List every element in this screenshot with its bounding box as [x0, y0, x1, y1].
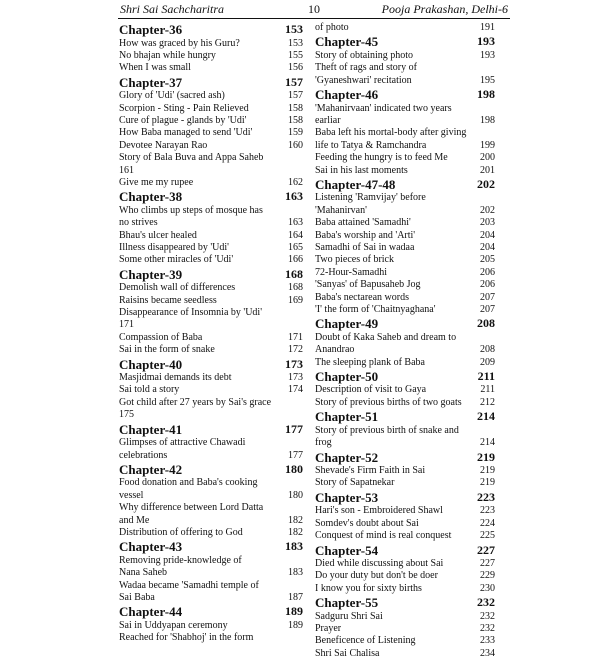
toc-entry	[315, 152, 495, 164]
page-number: 172	[288, 344, 303, 356]
entry-title: Shevade's Firm Faith in Sai	[315, 465, 426, 477]
toc-entry	[119, 242, 303, 254]
toc-chapter-heading	[119, 462, 303, 478]
toc-entry	[315, 254, 495, 266]
toc-entry	[315, 477, 495, 489]
chapter-title: Chapter-54	[315, 542, 379, 558]
entry-title: Hari's son - Embroidered Shawl	[315, 505, 443, 517]
toc-entry	[119, 555, 303, 567]
toc-entry	[119, 372, 303, 384]
entry-title: Sai in the form of snake	[119, 344, 215, 356]
toc-entry	[315, 205, 495, 217]
page-number: 214	[480, 437, 495, 449]
entry-title: 72-Hour-Samadhi	[315, 266, 388, 278]
toc-entry	[119, 103, 303, 115]
entry-title: Glimpses of attractive Chawadi	[119, 437, 246, 449]
toc-entry	[119, 344, 303, 356]
chapter-title: Chapter-42	[119, 461, 183, 477]
entry-title: 171	[119, 319, 134, 331]
page-number: 182	[288, 527, 303, 538]
page-number: 227	[477, 542, 495, 557]
toc-chapter-heading	[119, 604, 303, 620]
toc-chapter-heading	[315, 543, 495, 559]
toc-entry	[315, 230, 495, 242]
entry-title: 161	[119, 164, 134, 176]
page-number: 156	[288, 62, 303, 74]
toc-entry	[119, 567, 303, 579]
toc-entry	[315, 140, 495, 152]
toc-entry	[315, 611, 495, 623]
toc-entry	[315, 570, 495, 582]
page-number: 193	[477, 34, 495, 49]
page-number: 205	[480, 254, 495, 266]
toc-chapter-heading	[315, 316, 495, 332]
page-number: 227	[480, 558, 495, 569]
page-number: 177	[285, 421, 303, 436]
page-number: 158	[288, 102, 303, 114]
entry-title: When I was small	[119, 62, 191, 74]
entry-title: celebrations	[119, 449, 168, 461]
entry-title: Beneficence of Listening	[315, 635, 416, 647]
page-number: 209	[480, 356, 495, 368]
page-number: 223	[477, 489, 495, 504]
toc-entry	[315, 530, 495, 542]
entry-title: Who climbs up steps of mosque has	[119, 204, 263, 216]
entry-title: Description of visit to Gaya	[315, 384, 427, 396]
entry-title: Died while discussing about Sai	[315, 558, 444, 569]
entry-title: 'Mahanirvan'	[315, 204, 367, 216]
toc-chapter-heading	[315, 87, 495, 103]
page-number: 232	[480, 610, 495, 622]
chapter-title: Chapter-44	[119, 604, 183, 620]
toc-entry	[315, 115, 495, 127]
entry-title: and Me	[119, 514, 150, 526]
page-number: 223	[480, 505, 495, 517]
page-number: 183	[285, 539, 303, 554]
page-number: 159	[288, 127, 303, 139]
page-number: 173	[285, 356, 303, 371]
entry-title: Do your duty but don't be doer	[315, 570, 438, 582]
page-number: 202	[477, 176, 495, 191]
chapter-title: Chapter-39	[119, 266, 183, 282]
entry-title: Anandrao	[315, 344, 355, 356]
toc-chapter-heading	[315, 450, 495, 466]
chapter-title: Chapter-46	[315, 87, 379, 103]
toc-entry	[315, 332, 495, 344]
page-number: 212	[480, 396, 495, 408]
toc-entry	[119, 409, 303, 421]
toc-entry	[119, 282, 303, 294]
toc-entry	[119, 477, 303, 489]
toc-entry	[315, 217, 495, 229]
chapter-title: Chapter-45	[315, 34, 379, 50]
toc-entry	[119, 580, 303, 592]
entry-title: Some other miracles of 'Udi'	[119, 254, 234, 266]
entry-title: Listening 'Ramvijay' before	[315, 192, 426, 204]
toc-chapter-heading	[119, 189, 303, 205]
toc-entry	[119, 527, 303, 539]
entry-title: Feeding the hungry is to feed Me	[315, 152, 448, 164]
page-number: 204	[480, 241, 495, 253]
toc-entry	[119, 332, 303, 344]
toc-entry	[315, 648, 495, 660]
entry-title: Theft of rags and story of	[315, 62, 417, 74]
page-number: 225	[480, 530, 495, 542]
page-number: 189	[285, 604, 303, 619]
toc-entry	[119, 165, 303, 177]
toc-entry	[119, 50, 303, 62]
entry-title: I know you for sixty births	[315, 582, 422, 594]
page-number: 211	[477, 368, 495, 383]
chapter-title: Chapter-37	[119, 74, 183, 90]
page-number: 193	[480, 49, 495, 61]
page-number: 162	[288, 176, 303, 188]
entry-title: Story of Bala Buva and Appa Saheb	[119, 152, 264, 164]
toc-entry	[119, 620, 303, 632]
chapter-title: Chapter-49	[315, 316, 379, 332]
chapter-title: Chapter-47-48	[315, 176, 396, 192]
toc-chapter-heading	[119, 75, 303, 91]
toc-entry	[315, 242, 495, 254]
toc-entry	[315, 623, 495, 635]
toc-entry	[119, 217, 303, 229]
toc-entry	[315, 127, 495, 139]
page-number: 173	[288, 372, 303, 384]
toc-entry	[315, 558, 495, 570]
chapter-title: Chapter-52	[315, 449, 379, 465]
toc-entry	[315, 292, 495, 304]
chapter-title: Chapter-40	[119, 356, 183, 372]
header-page-number: 10	[308, 2, 320, 16]
toc-entry	[119, 205, 303, 217]
page-number: 206	[480, 279, 495, 291]
entry-title: Raisins became seedless	[119, 294, 217, 306]
entry-title: No bhajan while hungry	[119, 49, 216, 61]
page-number: 195	[480, 74, 495, 86]
page-number: 232	[480, 623, 495, 635]
chapter-title: Chapter-41	[119, 421, 183, 437]
page-number: 206	[480, 266, 495, 278]
entry-title: Baba's nectarean words	[315, 291, 409, 303]
toc-entry	[119, 177, 303, 189]
page-number: 201	[480, 164, 495, 176]
entry-title: Disappearance of Insomnia by 'Udi'	[119, 307, 263, 319]
toc-entry	[119, 450, 303, 462]
toc-chapter-heading	[315, 409, 495, 425]
toc-chapter-heading	[315, 177, 495, 193]
page-number: 200	[480, 152, 495, 164]
page-number: 164	[288, 229, 303, 241]
entry-title: Baba's worship and 'Arti'	[315, 229, 416, 241]
toc-entry	[119, 437, 303, 449]
page-number: 203	[480, 217, 495, 229]
page-number: 219	[477, 449, 495, 464]
entry-title: Food donation and Baba's cooking	[119, 477, 258, 489]
toc-entry	[119, 230, 303, 242]
toc-entry	[315, 583, 495, 595]
entry-title: The sleeping plank of Baba	[315, 356, 425, 368]
toc-chapter-heading	[119, 22, 303, 38]
toc-entry	[315, 304, 495, 316]
entry-title: How Baba managed to send 'Udi'	[119, 127, 253, 139]
entry-title: Somdev's doubt about Sai	[315, 517, 419, 529]
toc-chapter-heading	[119, 422, 303, 438]
toc-entry	[315, 279, 495, 291]
entry-title: Shri Sai Chalisa	[315, 647, 380, 659]
entry-title: Sadguru Shri Sai	[315, 610, 383, 622]
entry-title: Scorpion - Sting - Pain Relieved	[119, 102, 249, 114]
header-book-title: Shri Sai Sachcharitra	[120, 2, 224, 16]
chapter-title: Chapter-53	[315, 489, 379, 505]
page-number: 211	[480, 384, 495, 396]
toc-entry	[119, 502, 303, 514]
entry-title: 'Sanyas' of Bapusaheb Jog	[315, 279, 421, 291]
entry-title: Story of obtaining photo	[315, 49, 414, 61]
entry-title: life to Tatya & Ramchandra	[315, 139, 427, 151]
entry-title: How was graced by his Guru?	[119, 37, 240, 49]
toc-chapter-heading	[119, 267, 303, 283]
toc-entry	[119, 295, 303, 307]
toc-entry	[119, 307, 303, 319]
page-number: 198	[480, 114, 495, 126]
entry-title: Illness disappeared by 'Udi'	[119, 241, 229, 253]
entry-title: Devotee Narayan Rao	[119, 139, 208, 151]
toc-entry	[315, 192, 495, 204]
entry-title: Story of Sapatnekar	[315, 477, 395, 489]
page-number: 219	[480, 465, 495, 477]
toc-entry	[119, 632, 303, 644]
entry-title: Baba attained 'Samadhi'	[315, 217, 411, 229]
toc-entry	[315, 635, 495, 647]
page-number: 208	[477, 316, 495, 331]
page-number: 202	[480, 204, 495, 216]
page-number: 219	[480, 477, 495, 489]
page-number: 155	[288, 49, 303, 61]
page-number: 191	[480, 22, 495, 33]
page-header	[118, 2, 510, 19]
toc-entry	[315, 397, 495, 409]
toc-entry	[119, 319, 303, 331]
toc-chapter-heading	[315, 34, 495, 50]
entry-title: Masjidmai demands its debt	[119, 372, 232, 384]
toc-entry	[119, 140, 303, 152]
page-number: 187	[288, 592, 303, 604]
toc-entry	[119, 254, 303, 266]
entry-title: Baba left his mortal-body after giving	[315, 127, 467, 139]
page-number: 198	[477, 87, 495, 102]
header-publisher: Pooja Prakashan, Delhi-6	[381, 2, 508, 16]
page-number: 165	[288, 241, 303, 253]
toc-chapter-heading	[315, 490, 495, 506]
entry-title: Two pieces of brick	[315, 254, 394, 266]
toc-entry	[315, 267, 495, 279]
entry-title: Nana Saheb	[119, 567, 168, 579]
page-number: 169	[288, 294, 303, 306]
page-number: 232	[477, 595, 495, 610]
page-number: 230	[480, 582, 495, 594]
chapter-title: Chapter-36	[119, 22, 183, 37]
page-number: 234	[480, 647, 495, 659]
page-number: 163	[288, 217, 303, 229]
entry-title: Sai in his last moments	[315, 164, 408, 176]
entry-title: Samadhi of Sai in wadaa	[315, 241, 415, 253]
entry-title: Wadaa became 'Samadhi temple of	[119, 579, 259, 591]
page-number: 157	[288, 90, 303, 102]
page-number: 214	[477, 409, 495, 424]
page-number: 168	[285, 266, 303, 281]
toc-entry	[315, 103, 495, 115]
toc-entry	[315, 62, 495, 74]
toc-entry	[119, 592, 303, 604]
page-number: 174	[288, 384, 303, 396]
toc-entry	[119, 115, 303, 127]
entry-title: frog	[315, 437, 332, 449]
page-number: 153	[285, 22, 303, 36]
page-number: 224	[480, 517, 495, 529]
toc-entry	[315, 505, 495, 517]
toc-entry	[119, 62, 303, 74]
entry-title: vessel	[119, 489, 144, 501]
chapter-title: Chapter-38	[119, 189, 183, 205]
toc-chapter-heading	[315, 595, 495, 611]
entry-title: Give me my rupee	[119, 176, 194, 188]
entry-title: 175	[119, 409, 134, 421]
entry-title: Glory of 'Udi' (sacred ash)	[119, 90, 225, 102]
toc-entry	[315, 357, 495, 369]
entry-title: 'Mahanirvaan' indicated two years	[315, 102, 452, 114]
toc-entry	[315, 75, 495, 87]
entry-title: Why difference between Lord Datta	[119, 502, 264, 514]
entry-title: Demolish wall of differences	[119, 282, 236, 294]
page-number: 204	[480, 229, 495, 241]
toc-entry	[315, 518, 495, 530]
entry-title: Got child after 27 years by Sai's grace	[119, 396, 272, 408]
page-number: 166	[288, 254, 303, 266]
toc-entry	[315, 344, 495, 356]
chapter-title: Chapter-43	[119, 539, 183, 555]
page-number: 199	[480, 139, 495, 151]
page-number: 233	[480, 635, 495, 647]
page-number: 180	[288, 489, 303, 501]
chapter-title: Chapter-55	[315, 595, 379, 611]
entry-title: 'Gyaneshwari' recitation	[315, 74, 412, 86]
toc-chapter-heading	[315, 369, 495, 385]
toc-entry	[119, 515, 303, 527]
entry-title: Distribution of offering to God	[119, 527, 243, 538]
toc-entry	[315, 22, 495, 34]
page-number: 171	[288, 331, 303, 343]
entry-title: Story of previous births of two goats	[315, 396, 462, 408]
toc-entry	[119, 90, 303, 102]
toc-chapter-heading	[119, 539, 303, 555]
toc-entry	[315, 50, 495, 62]
toc-entry	[315, 165, 495, 177]
entry-title: Cure of plague - glands by 'Udi'	[119, 114, 247, 126]
entry-title: earliar	[315, 114, 341, 126]
page-number: 207	[480, 291, 495, 303]
entry-title: 'I' the form of 'Chaitnyaghana'	[315, 303, 436, 315]
toc-entry	[119, 490, 303, 502]
page-number: 177	[288, 449, 303, 461]
toc-chapter-heading	[119, 357, 303, 373]
entry-title: Prayer	[315, 623, 342, 635]
page-number: 163	[285, 189, 303, 204]
entry-title: Sai in Uddyapan ceremony	[119, 619, 228, 631]
toc-entry	[119, 127, 303, 139]
entry-title: Bhau's ulcer healed	[119, 229, 197, 241]
page-number: 207	[480, 303, 495, 315]
chapter-title: Chapter-51	[315, 409, 379, 425]
entry-title: Sai Baba	[119, 592, 155, 604]
page-number: 229	[480, 570, 495, 582]
page-number: 189	[288, 619, 303, 631]
page-number: 153	[288, 37, 303, 49]
entry-title: Reached for 'Shabhoj' in the form	[119, 632, 254, 644]
entry-title: Conquest of mind is real conquest	[315, 530, 452, 542]
page-number: 208	[480, 344, 495, 356]
page-number: 182	[288, 514, 303, 526]
toc-entry	[119, 38, 303, 50]
page-number: 168	[288, 282, 303, 294]
entry-title: Story of previous birth of snake and	[315, 424, 459, 436]
page-number: 180	[285, 461, 303, 476]
page-number: 158	[288, 114, 303, 126]
toc-entry	[315, 437, 495, 449]
entry-title: of photo	[315, 22, 349, 33]
toc-entry	[119, 397, 303, 409]
page-number: 160	[288, 139, 303, 151]
toc-entry	[315, 425, 495, 437]
chapter-title: Chapter-50	[315, 368, 379, 384]
toc-entry	[119, 384, 303, 396]
page-number: 183	[288, 567, 303, 579]
entry-title: Doubt of Kaka Saheb and dream to	[315, 331, 457, 343]
page-number: 157	[285, 74, 303, 89]
toc-entry	[315, 384, 495, 396]
toc-left-column	[119, 22, 303, 645]
entry-title: Sai told a story	[119, 384, 180, 396]
entry-title: no strives	[119, 217, 158, 229]
entry-title: Removing pride-knowledge of	[119, 554, 242, 566]
entry-title: Compassion of Baba	[119, 331, 203, 343]
toc-right-column	[315, 22, 495, 660]
toc-entry	[119, 152, 303, 164]
toc-entry	[315, 465, 495, 477]
